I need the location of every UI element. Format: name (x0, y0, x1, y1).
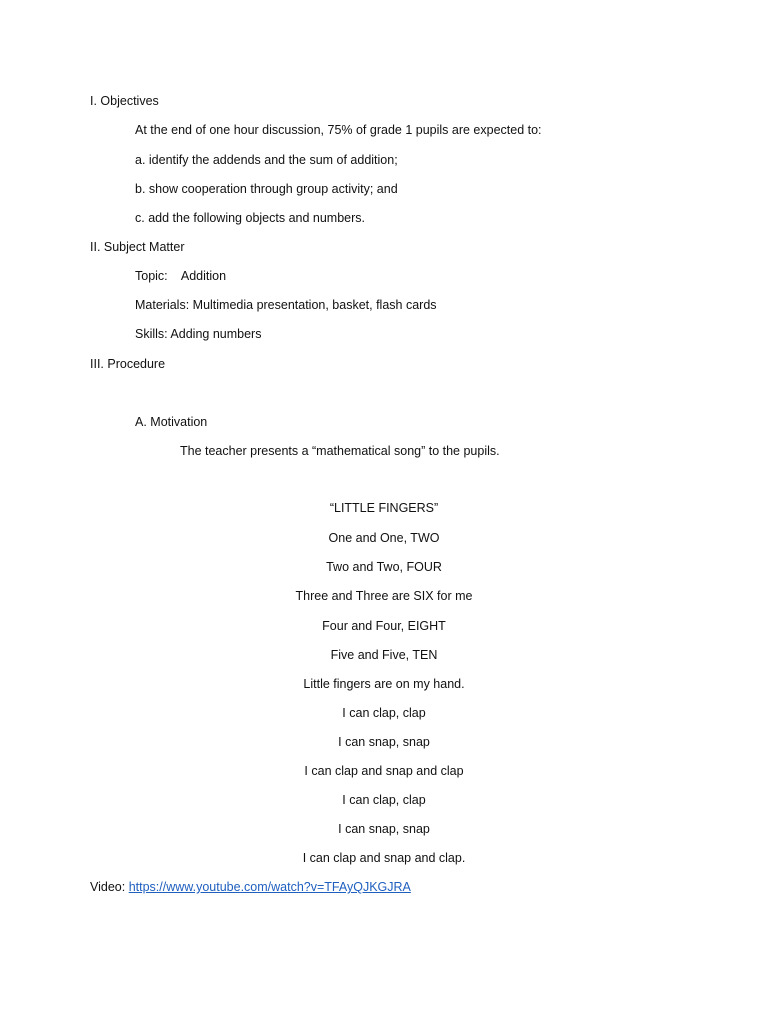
video-label: Video: (90, 880, 129, 894)
motivation-text: The teacher presents a “mathematical song” to the pupils. (180, 444, 500, 458)
topic-line: Topic: Addition (135, 269, 227, 283)
song-line: Five and Five, TEN (330, 648, 438, 662)
motivation-heading: A. Motivation (135, 415, 208, 429)
objective-item: a. identify the addends and the sum of addition; (135, 153, 398, 167)
song-line: Two and Two, FOUR (326, 560, 442, 574)
objective-item: b. show cooperation through group activity; and (135, 182, 398, 196)
song-line: Three and Three are SIX for me (295, 589, 473, 603)
materials-line: Materials: Multimedia presentation, basket, flash cards (135, 298, 437, 312)
subject-matter-heading: II. Subject Matter (90, 240, 185, 254)
song-line: I can clap, clap (342, 706, 426, 720)
song-line: I can clap and snap and clap. (302, 851, 466, 865)
song-line: One and One, TWO (328, 531, 440, 545)
skills-line: Skills: Adding numbers (135, 327, 262, 341)
procedure-heading: III. Procedure (90, 357, 166, 371)
objective-item: c. add the following objects and numbers. (135, 211, 365, 225)
song-line: Four and Four, EIGHT (322, 619, 446, 633)
video-link[interactable]: https://www.youtube.com/watch?v=TFAyQJKGJRA (128, 880, 411, 894)
objectives-intro: At the end of one hour discussion, 75% of grade 1 pupils are expected to: (135, 123, 542, 137)
song-line: I can clap, clap (342, 793, 426, 807)
video-line (90, 879, 411, 895)
song-line: Little fingers are on my hand. (303, 677, 465, 691)
objectives-heading: I. Objectives (90, 94, 159, 108)
song-title: “LITTLE FINGERS” (329, 501, 439, 515)
song-line: I can snap, snap (338, 735, 430, 749)
song-line: I can clap and snap and clap (304, 764, 464, 778)
song-line: I can snap, snap (338, 822, 430, 836)
